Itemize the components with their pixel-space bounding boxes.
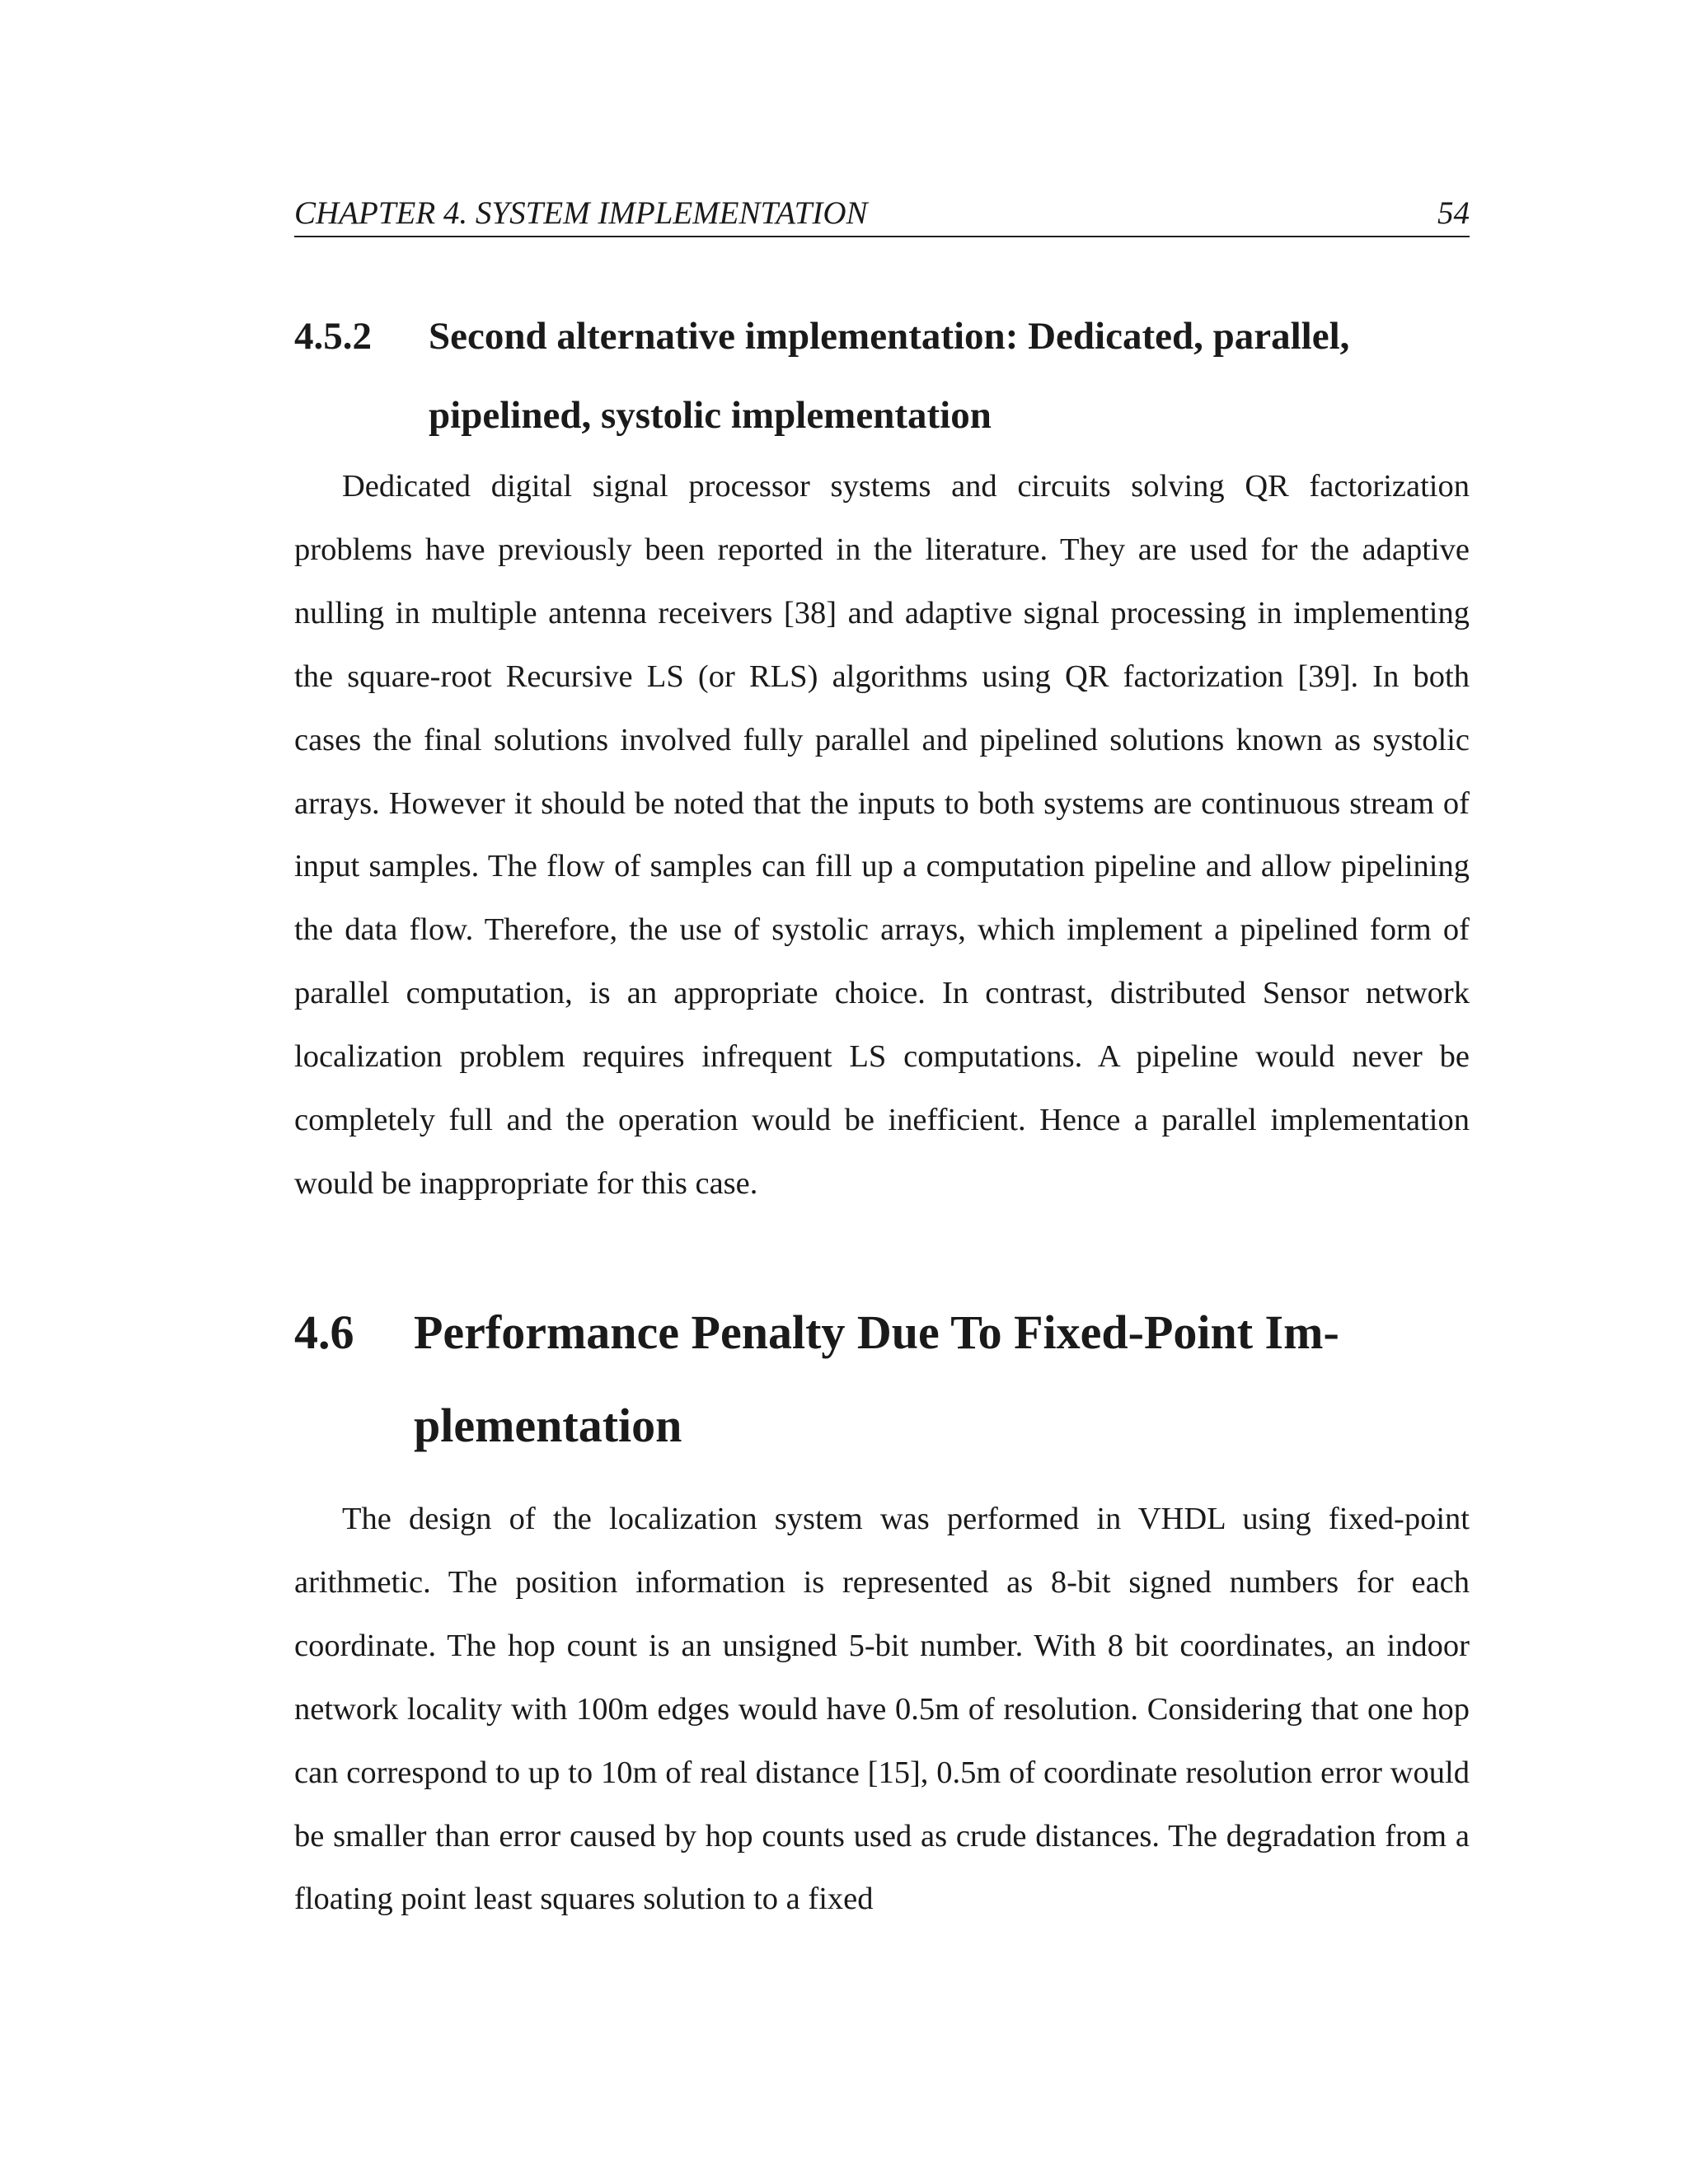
section-number: 4.6: [294, 1305, 354, 1359]
subsection-number: 4.5.2: [294, 315, 372, 358]
running-header: [294, 193, 1470, 237]
section-title: Performance Penalty Due To Fixed-Point Implementation: [414, 1305, 1339, 1452]
subsection-title: Second alternative implementation: Dedicated, parallel, pipelined, systolic implementation: [429, 315, 1350, 437]
chapter-title: CHAPTER 4. SYSTEM IMPLEMENTATION: [294, 195, 868, 231]
body-paragraph: Dedicated digital signal processor systems and circuits solving QR factorization problems have previously been reported in the literature. They are used for the adaptive nulling in multiple antenna receivers [38] and adaptive signal processing in implementing the square-root Recursive LS (or RLS) algorithms using QR factorization [39]. In both cases the final solutions involved fully parallel and pipelined solutions known as systolic arrays. However it should be noted that the inputs to both systems are continuous stream of input samples. The flow of samples can fill up a computation pipeline and allow pipelining the data flow. Therefore, the use of systolic arrays, which implement a pipelined form of parallel computation, is an appropriate choice. In contrast, distributed Sensor network localization problem requires infrequent LS computations. A pipeline would never be completely full and the operation would be inefficient. Hence a parallel implementation would be inappropriate for this case.: [294, 469, 1470, 1201]
body-paragraph: The design of the localization system was performed in VHDL using fixed-point arithmetic. The position information is represented as 8-bit signed numbers for each coordinate. The hop count is an unsigned 5-bit number. With 8 bit coordinates, an indoor network locality with 100m edges would have 0.5m of resolution. Considering that one hop can correspond to up to 10m of real distance [15], 0.5m of coordinate resolution error would be smaller than error caused by hop counts used as crude distances. The degradation from a floating point least squares solution to a fixed: [294, 1502, 1470, 1917]
page-number: 54: [1437, 195, 1470, 231]
